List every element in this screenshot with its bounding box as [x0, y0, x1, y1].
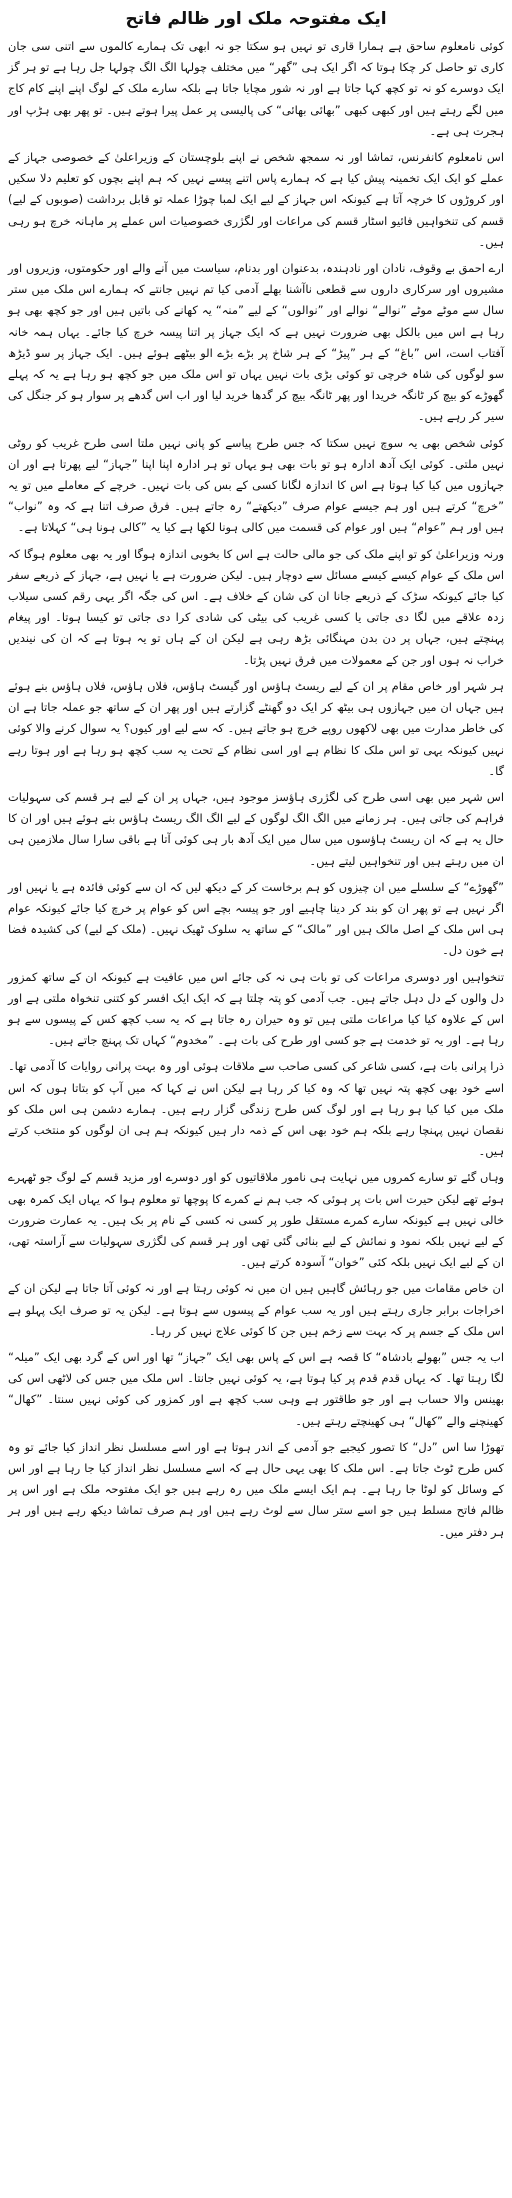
article-body: [8, 36, 504, 1543]
paragraph: اس شہر میں بھی اسی طرح کی لگژری ہاؤسز موجود ہیں، جہاں پر ان کے لیے ہر قسم کی سہولیات فراہم کی جاتی ہیں۔ ہر زمانے میں الگ الگ لوگوں کے لیے الگ الگ ریسٹ ہاؤس بنے ہوئے ہیں اور ان کا حال یہ ہے کہ ان ریسٹ ہاؤسوں میں سال میں ایک آدھ بار ہی کوئی آتا ہے باقی سارا سال ملازمین ہی ان میں رہتے ہیں اور تنخواہیں لیتے ہیں۔: [8, 789, 504, 868]
paragraph: ہر شہر اور خاص مقام پر ان کے لیے ریسٹ ہاؤس اور گیسٹ ہاؤس، فلاں ہاؤس، فلاں ہاؤس بنے ہوئے ہیں جہاں ان میں جہازوں ہی بیٹھ کر ایک دو گھنٹے گزارتے ہیں اور پھر ان کے ساتھ جو عملہ جاتا ہے ان کی خاطر مدارت میں بھی لاکھوں روپے خرچ ہو جاتے ہیں۔ کہ سے لیے اور کیوں؟ یہ سوال کرنے والا کوئی نہیں کیونکہ یہی تو اس ملک کا نظام ہے اور اسی نظام کے تحت یہ سب کچھ ہو رہا ہے اور ہوتا رہے گا۔: [8, 678, 504, 778]
paragraph: تھوڑا سا اس ”دل“ کا تصور کیجیے جو آدمی کے اندر ہوتا ہے اور اسے مسلسل نظر انداز کیا جائے تو وہ کس طرح ٹوٹ جاتا ہے۔ اس ملک کا بھی یہی حال ہے کہ اسے مسلسل نظر انداز کیا جا رہا ہے اور اس کے وسائل کو لوٹا جا رہا ہے۔ ہم ایک ایسے ملک میں رہ رہے ہیں جو ایک مفتوحہ ملک ہے اور اس پر ظالم فاتح مسلط ہیں جو اسے ستر سال سے لوٹ رہے ہیں اور ہم صرف تماشا دیکھ رہے ہیں اور ہر ہر دفتر میں۔: [8, 1439, 504, 1539]
paragraph: اب یہ جس ”بھولے بادشاہ“ کا قصہ ہے اس کے پاس بھی ایک ”جہاز“ تھا اور اس کے گرد بھی ایک ”میلہ“ لگا رہتا تھا۔ کہ یہاں قدم قدم پر کیا ہوتا ہے، یہ کوئی نہیں جانتا۔ اس ملک میں جس کی لاٹھی اس کی بھینس والا حساب ہے اور جو طاقتور ہے وہی سب کچھ ہے اور کمزور کی کوئی نہیں سنتا۔ ”کھال“ کھینچنے والے ”کھال“ ہی کھینچتے رہتے ہیں۔: [8, 1349, 504, 1428]
paragraph: کوئی نامعلوم ساحق ہے ہمارا قاری تو نہیں ہو سکتا جو نہ ابھی تک ہمارے کالموں سے اتنی سی جان کاری تو حاصل کر چکا ہوتا کہ اگر ایک ہی ”گھر“ میں مختلف چولہا الگ الگ چولہا جل رہا ہے تو ہر گز ایک دوسرے کو نہ تو کچھ کہا جاتا ہے اور نہ شور مچایا جاتا ہے بلکہ سارے ملک کے لوگ اپنے اپنے کام کاج میں لگے رہتے ہیں اور کبھی کبھی ”بھائی بھائی“ کی پالیسی پر عمل پیرا ہوتے ہیں۔ تو پھر بھی ہڑپ اور ہجرت ہی ہے۔: [8, 39, 504, 138]
paragraph: ”گھوڑے“ کے سلسلے میں ان چیزوں کو ہم برخاست کر کے دیکھ لیں کہ ان سے کوئی فائدہ ہے یا نہیں اور اگر نہیں ہے تو پھر ان کو بند کر دینا چاہیے اور جو پیسہ بچے اس کو عوام پر خرچ کیا جائے کیونکہ عوام ہی اس ملک کے اصل مالک ہیں اور ”مالک“ کے ساتھ یہ سلوک ٹھیک نہیں۔ (ملک کے لیے) کی کشیدہ فضا ہے خون دل۔: [8, 879, 504, 958]
paragraph: ورنہ وزیراعلیٰ کو تو اپنے ملک کی جو مالی حالت ہے اس کا بخوبی اندازہ ہوگا اور یہ بھی معلوم ہوگا کہ اس ملک کے عوام کیسے کیسے مسائل سے دوچار ہیں۔ لیکن ضرورت ہے یا نہیں ہے، جہاز کے ذریعے سفر کیا جائے کیونکہ سڑک کے ذریعے جانا ان کی شان کے خلاف ہے۔ اس کی جگہ اگر یہی رقم کسی سیلاب زدہ علاقے میں لگا دی جاتی یا کسی غریب کی بیٹی کی شادی کرا دی جاتی تو کیسا ہوتا۔ اور پیغام پہنچتے ہیں، جہاں پر دن بدن مہنگائی بڑھ رہی ہے لیکن ان کے ہاں تو یہ ہوتا ہے کہ ان کی نیندیں خراب نہ ہوں اور جن کے معمولات میں فرق نہیں پڑتا۔: [8, 546, 504, 667]
paragraph: ارے احمق بے وقوف، نادان اور نادہندہ، بدعنوان اور بدنام، سیاست میں آنے والے اور حکومتوں، وزیروں اور مشیروں اور سرکاری داروں سے قطعی ناآشنا بھلے آدمی کیا تم نہیں جانتے کہ ہمارے اس ملک میں ستر سال سے موٹے موٹے ”نوالے“ نوالے اور ”نوالوں“ کے لیے ”منہ“ یہ کھانے کی باتیں ہیں اور جو کچھ بھی ہو رہا ہے اس میں بالکل بھی ضرورت نہیں ہے کہ ایک جہاز پر اتنا پیسہ خرچ کیا جائے۔ یہاں ہمہ خانہ آفتاب است، اس ”باغ“ کے ہر ”پیڑ“ کے ہر شاخ پر بڑے بڑے الو بیٹھے ہوئے ہیں۔ ایک جہاز پر سو ڈیڑھ سو لوگوں کی شاہ خرچی تو کوئی بڑی بات نہیں یہاں تو اس ملک میں جو کچھ ہو رہا ہے یہ کہ پہلے گھوڑے کو بیچ کر ٹانگہ خریدا اور پھر ٹانگہ بیچ کر گدھا خرید لیا اور اب اس گدھے پر سوار ہو کر جنگل کی سیر کر رہے ہیں۔: [8, 261, 504, 424]
paragraph: ذرا پرانی بات ہے، کسی شاعر کی کسی صاحب سے ملاقات ہوئی اور وہ بہت پرانی روایات کا آدمی تھا۔ اسے خود بھی کچھ پتہ نہیں تھا کہ وہ کیا کر رہا ہے لیکن اس نے کہا کہ میں آپ کو بتاتا ہوں کہ اس ملک میں کیا کیا ہو رہا ہے اور لوگ کس طرح زندگی گزار رہے ہیں۔ ہمارے دشمن ہی اس ملک کو نقصان نہیں پہنچا رہے بلکہ ہم خود بھی اس کے ذمہ دار ہیں کیونکہ ہم ہی ان لوگوں کو منتخب کرتے ہیں۔: [8, 1059, 504, 1159]
paragraph: اس نامعلوم کانفرنس، تماشا اور نہ سمجھ شخص نے اپنے بلوچستان کے وزیراعلیٰ کے خصوصی جہاز کے عملے کو ایک ایک تخمینہ پیش کیا ہے کہ ہمارے پاس اتنے پیسے نہیں کہ ہم اپنے بچوں کو تعلیم دلا سکیں اور کروڑوں کا خرچہ آتا ہے کیونکہ اس جہاز کے لیے ایک لمبا چوڑا عملہ تو قابل برداشت (صوبوں کے لیے) قسم کی تنخواہیں فائیو اسٹار قسم کی مراعات اور لگژری خصوصیات اس عملے پر ماہانہ خرچ ہو رہی ہیں۔: [8, 150, 504, 249]
paragraph: ان خاص مقامات میں جو رہائش گاہیں ہیں ان میں نہ کوئی رہتا ہے اور نہ کوئی آتا جاتا ہے لیکن ان کے اخراجات برابر جاری رہتے ہیں اور یہ سب عوام کے پیسوں سے ہوتا ہے۔ لیکن یہ تو صرف ایک پہلو ہے اس ملک کے جسم پر کہ بہت سے زخم ہیں جن کا کوئی علاج نہیں کر رہا۔: [8, 1281, 504, 1338]
paragraph: کوئی شخص بھی یہ سوچ نہیں سکتا کہ جس طرح پیاسے کو پانی نہیں ملتا اسی طرح غریب کو روٹی نہیں ملتی۔ کوئی ایک آدھ ادارہ ہو تو بات بھی ہو یہاں تو ہر ادارہ اپنا اپنا ”جہاز“ لیے پھرتا ہے اور ان جہازوں میں کیا کیا ہوتا ہے اس کا اندازہ لگانا کسی کے بس کی بات نہیں۔ خرچے کے معاملے میں تو یہ ”خرچ“ کرتے ہیں اور ہم جیسے عوام صرف ”دیکھتے“ رہ جاتے ہیں۔ فرق صرف اتنا ہے کہ وہ ”نواب“ ہیں اور ہم ”عوام“ ہیں اور عوام کی قسمت میں کالی ہونا لکھا ہے کیا یہ ”کالی ہونا ہی“ کہلاتا ہے۔: [8, 435, 504, 535]
paragraph: تنخواہیں اور دوسری مراعات کی تو بات ہی نہ کی جائے اس میں عافیت ہے کیونکہ ان کے ساتھ کمزور دل والوں کے دل دہل جاتے ہیں۔ جب آدمی کو پتہ چلتا ہے کہ ایک ایک افسر کو کتنی تنخواہ ملتی ہے اور اس کے علاوہ کیا کیا مراعات ملتی ہیں تو وہ حیران رہ جاتا ہے کہ یہ سب کچھ کس کے پیسوں سے ہو رہا ہے۔ اور یہ تو خدمت ہے جو کسی اور طرح کی بات ہے۔ ”مخدوم“ کہاں تک پہنچ جاتے ہیں۔: [8, 969, 504, 1048]
paragraph: وہاں گئے تو سارے کمروں میں نہایت ہی نامور ملاقاتیوں کو اور دوسرے اور مزید قسم کے لوگ جو ٹھہرے ہوئے تھے لیکن حیرت اس بات پر ہوئی کہ جب ہم نے کمرے کا پوچھا تو معلوم ہوا کہ یہاں ایک کمرہ بھی خالی نہیں ہے کیونکہ سارے کمرے مستقل طور پر کسی نہ کسی کے نام پر بک ہیں۔ یہ عمارت ضرورت کے لیے نہیں بلکہ نمود و نمائش کے لیے بنائی گئی تھی اور ہر قسم کی لگژری سہولیات سے آراستہ تھی، ان کے لیے ایک نہیں بلکہ کئی ”خوان“ آسودہ کرتے ہیں۔: [8, 1170, 504, 1270]
article-title: ایک مفتوحہ ملک اور ظالم فاتح: [125, 9, 387, 29]
